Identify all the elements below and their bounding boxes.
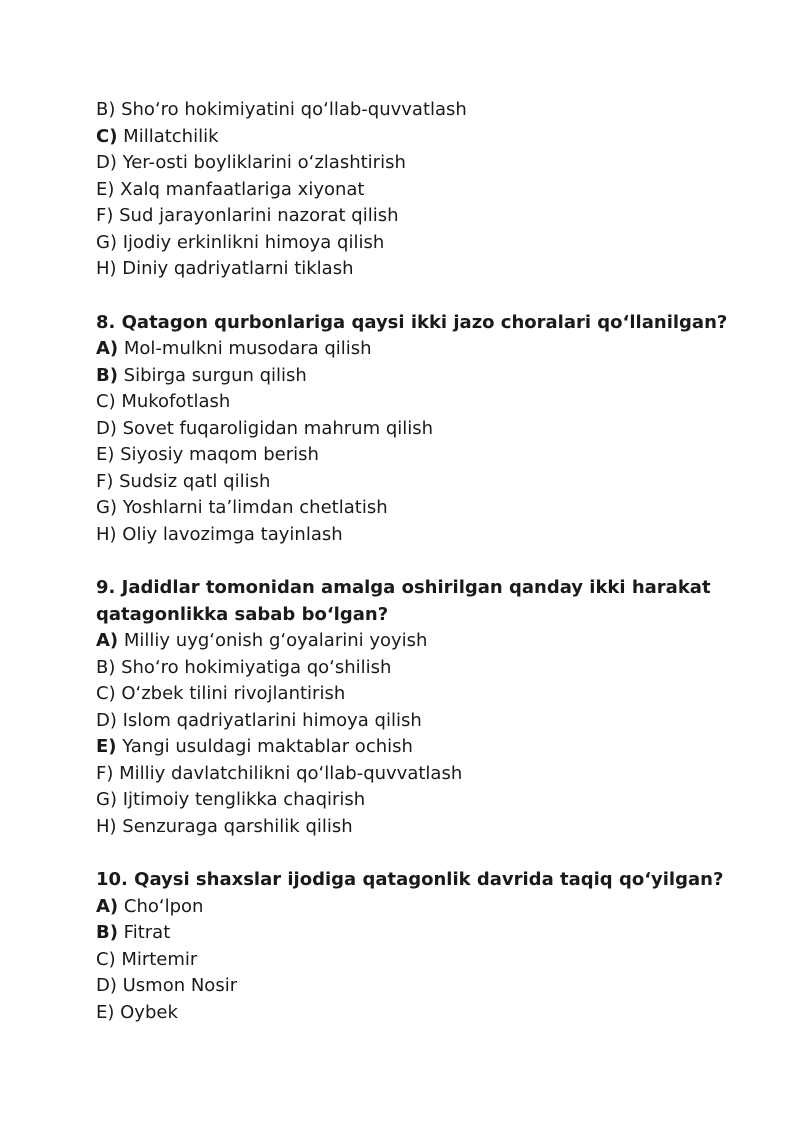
option-7-c (96, 124, 736, 151)
option-letter: F) (96, 470, 114, 492)
option-letter: C) (96, 683, 116, 704)
question-8-options (96, 336, 736, 548)
option-letter: F) (96, 205, 114, 226)
option-text: Sud jarayonlarini nazorat qilish (113, 205, 399, 226)
option-letter: B) (96, 922, 118, 943)
option-8-h (96, 522, 736, 549)
question-7-options (96, 97, 736, 283)
option-7-h (96, 256, 736, 283)
option-letter: C) (96, 125, 118, 147)
question-9 (96, 575, 736, 840)
document-page (96, 97, 736, 1026)
option-text: Xalq manfaatlariga xiyonat (114, 178, 365, 200)
option-letter: H) (96, 815, 117, 837)
option-letter: E) (96, 178, 115, 200)
option-10-a (96, 894, 736, 921)
option-letter: D) (96, 152, 117, 173)
option-text: Mol-mulkni musodara qilish (118, 338, 372, 359)
question-10-options (96, 894, 736, 1027)
option-10-e (96, 1000, 736, 1027)
question-title-line: 8. Qatagon qurbonlariga qaysi ikki jazo choralari qo‘llanilgan? (96, 311, 728, 333)
option-text: Milliy uyg‘onish g‘oyalarini yoyish (118, 630, 428, 651)
option-text: Islom qadriyatlarini himoya qilish (116, 709, 422, 731)
option-9-b (96, 655, 736, 682)
option-text: Sovet fuqaroligidan mahrum qilish (116, 417, 434, 439)
option-9-e (96, 734, 736, 761)
option-8-c (96, 389, 736, 416)
option-text: Oliy lavozimga tayinlash (116, 523, 343, 545)
option-8-d (96, 416, 736, 443)
option-text: Sho‘ro hokimiyatiga qo‘shilish (115, 656, 392, 678)
option-letter: A) (96, 895, 119, 917)
option-text: Ijtimoiy tenglikka chaqirish (116, 789, 366, 810)
question-title-line: qatagonlikka sabab bo‘lgan? (96, 603, 389, 625)
option-7-d (96, 150, 736, 177)
option-9-h (96, 814, 736, 841)
option-text: Diniy qadriyatlarni tiklash (116, 258, 354, 279)
option-text: Sho‘ro hokimiyatini qo‘llab-quvvatlash (115, 99, 467, 120)
option-8-f (96, 469, 736, 496)
option-letter: D) (96, 975, 117, 996)
option-text: Mukofotlash (115, 391, 231, 412)
option-text: Sibirga surgun qilish (117, 364, 307, 386)
option-letter: E) (96, 1001, 115, 1023)
option-letter: E) (96, 444, 115, 465)
option-text: Millatchilik (117, 125, 219, 147)
option-text: Sudsiz qatl qilish (113, 470, 271, 492)
option-text: Milliy davlatchilikni qo‘llab-quvvatlash (113, 762, 463, 784)
question-title (96, 310, 736, 337)
option-text: Oybek (114, 1001, 178, 1023)
option-text: O‘zbek tilini rivojlantirish (115, 683, 346, 704)
option-9-g (96, 787, 736, 814)
option-letter: H) (96, 258, 117, 279)
option-letter: A) (96, 630, 119, 651)
option-letter: D) (96, 417, 117, 439)
option-letter: F) (96, 762, 114, 784)
option-10-b (96, 920, 736, 947)
option-9-c (96, 681, 736, 708)
question-title (96, 575, 736, 628)
option-8-b (96, 363, 736, 390)
option-7-g (96, 230, 736, 257)
question-title (96, 867, 736, 894)
option-letter: B) (96, 656, 116, 678)
option-text: Yer-osti boyliklarini o‘zlashtirish (116, 152, 406, 173)
option-9-a (96, 628, 736, 655)
question-10 (96, 867, 736, 1026)
question-8 (96, 310, 736, 549)
question-title-line: 10. Qaysi shaxslar ijodiga qatagonlik davrida taqiq qo‘yilgan? (96, 869, 724, 890)
option-text: Yangi usuldagi maktablar ochish (116, 736, 413, 757)
option-10-c (96, 947, 736, 974)
option-8-a (96, 336, 736, 363)
option-letter: D) (96, 709, 117, 731)
option-letter: G) (96, 231, 117, 253)
option-10-d (96, 973, 736, 1000)
option-text: Mirtemir (115, 948, 198, 970)
option-text: Fitrat (117, 922, 171, 943)
option-text: Ijodiy erkinlikni himoya qilish (116, 231, 385, 253)
option-letter: E) (96, 736, 117, 757)
option-8-e (96, 442, 736, 469)
option-letter: G) (96, 789, 117, 810)
option-letter: C) (96, 948, 116, 970)
option-8-g (96, 495, 736, 522)
question-title-line: 9. Jadidlar tomonidan amalga oshirilgan qanday ikki harakat (96, 577, 711, 598)
option-7-b (96, 97, 736, 124)
option-9-f (96, 761, 736, 788)
option-text: Yoshlarni ta’limdan chetlatish (116, 497, 388, 518)
option-text: Siyosiy maqom berish (114, 444, 319, 465)
option-letter: H) (96, 523, 117, 545)
option-text: Senzuraga qarshilik qilish (116, 815, 353, 837)
option-7-e (96, 177, 736, 204)
option-text: Usmon Nosir (116, 975, 238, 996)
option-text: Cho‘lpon (118, 895, 204, 917)
option-letter: B) (96, 99, 116, 120)
option-letter: A) (96, 338, 119, 359)
option-7-f (96, 203, 736, 230)
option-letter: C) (96, 391, 116, 412)
option-letter: G) (96, 497, 117, 518)
question-9-options (96, 628, 736, 840)
option-9-d (96, 708, 736, 735)
option-letter: B) (96, 364, 118, 386)
